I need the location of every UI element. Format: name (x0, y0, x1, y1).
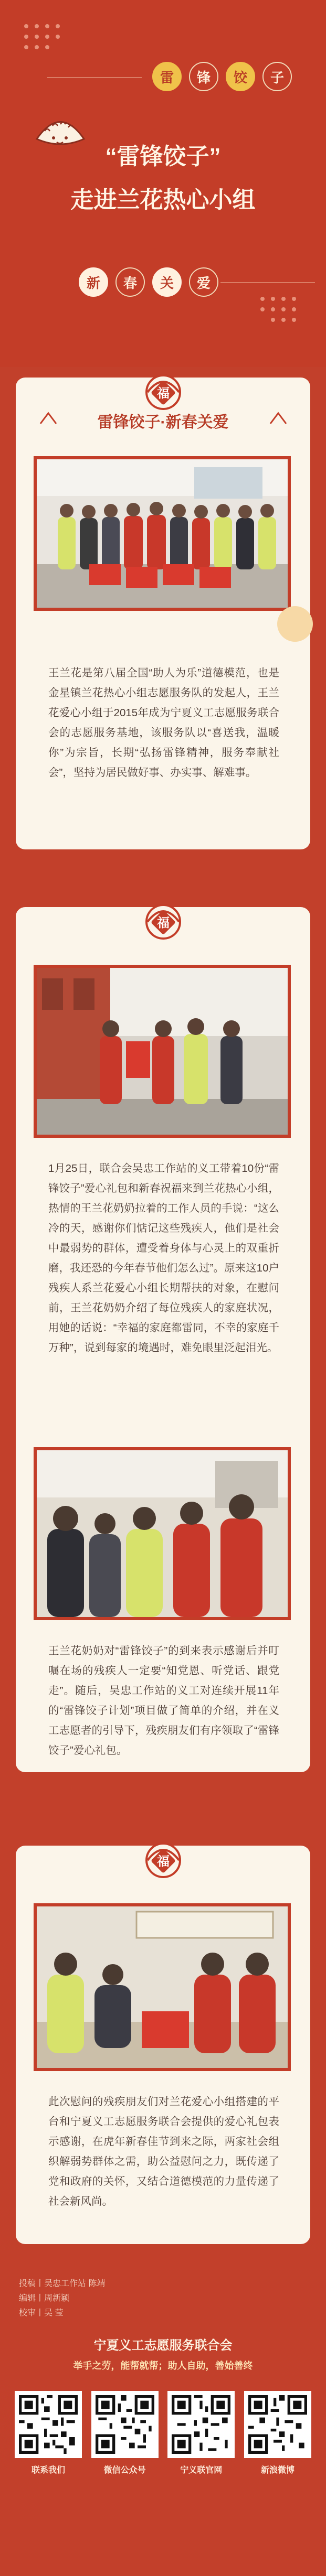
fu-badge (16, 1834, 310, 1881)
fu-badge (16, 366, 310, 413)
qr-code-icon (91, 2391, 159, 2458)
dots-decoration-icon (21, 21, 79, 68)
page-title-line2: 走进兰花热心小组 (70, 187, 256, 213)
footer-org-name: 宁夏义工志愿服务联合会 (93, 2338, 233, 2353)
section2-paragraph2: 王兰花奶奶对“雷锋饺子”的到来表示感谢后并叮嘱在场的残疾人一定要“知党恩、听党话、跟党走”。随后，吴忠工作站的义工对连续开展11年的“雷锋饺子计划”项目做了简单的介绍，并在义工志愿者的引导下，残疾朋友们有序领取了“雷锋饺子”爱心礼包。 (48, 1645, 279, 1756)
qr-website[interactable] (167, 2391, 235, 2475)
fu-character: 福 (156, 386, 170, 401)
gold-circle-decoration-icon (274, 603, 316, 645)
fu-badge (16, 896, 310, 943)
header-tag: 雷 (152, 62, 182, 91)
qr-code-icon (167, 2391, 235, 2458)
section1-card (16, 378, 310, 849)
home-visit-photo-icon (37, 1906, 288, 2068)
qr-code-icon (244, 2391, 311, 2458)
fu-badge-icon (140, 366, 187, 413)
fu-character: 福 (156, 1854, 170, 1869)
credits (19, 2277, 105, 2321)
header-tag: 锋 (189, 62, 218, 91)
section1-paragraph: 王兰花是第八届全国“助人为乐”道德模范，也是金星镇兰花热心小组志愿服务队的发起人，王兰花爱心小组于2015年成为宁夏义工志愿服务联合会的志愿服务基地，该服务队以“喜送我，温暖你”为宗旨，长期“弘扬雷锋精神，服务奉献社会”，坚持为居民做好事、办实事、解难事。 (48, 667, 279, 779)
qr-code-icon (15, 2391, 82, 2458)
header-tag: 爱 (189, 267, 218, 297)
credit-reviewer: 校审丨吴 莹 (19, 2309, 64, 2318)
qr-contact[interactable] (15, 2391, 82, 2475)
title-flourish-icon (268, 411, 289, 426)
header-tags-top (152, 62, 292, 91)
section3-card (16, 1846, 310, 2244)
credit-editor: 编辑丨周新颖 (19, 2294, 70, 2303)
street-photo-icon (37, 968, 288, 1135)
section2-paragraph1: 1月25日，联合会吴忠工作站的义工带着10份“雷锋饺子”爱心礼包和新春祝福来到兰花热心小组，热情的王兰花奶奶拉着的工作人员的手说：“这么冷的天，感谢你们惦记这些残疾人，他们是社会中最弱势的群体，遭受着身体与心灵上的双重折磨，我还恐的今年春节他们怎么过”。原来这10户残疾人系兰花爱心小组长期帮扶的对象，在慰问前，王兰花奶奶介绍了每位残疾人的家庭状况，用她的话说：“幸福的家庭都雷同，不幸的家庭千万种”，说到每家的境遇时，难免眼里泛起泪光。 (48, 1162, 279, 1354)
section1-photo (34, 456, 291, 611)
group-photo-icon (37, 459, 288, 608)
header-banner (0, 0, 326, 367)
header-tag: 子 (262, 62, 292, 91)
page-title-line1: “雷锋饺子” (105, 144, 221, 169)
fu-badge-icon (140, 896, 187, 943)
header-tag: 关 (152, 267, 182, 297)
section3-photo (34, 1903, 291, 2071)
fu-character: 福 (156, 915, 170, 930)
footer-motto: 举手之劳，能帮就帮；助人自助，善始善终 (73, 2361, 253, 2371)
qr-label: 新浪微博 (260, 2466, 295, 2475)
section2-photo1 (34, 965, 291, 1138)
qr-label: 宁义联官网 (180, 2466, 223, 2475)
qr-weibo[interactable] (244, 2391, 311, 2475)
qr-wechat[interactable] (91, 2391, 159, 2475)
section2-photo2 (34, 1447, 291, 1620)
section3-paragraph: 此次慰问的残疾朋友们对兰花爱心小组搭建的平台和宁夏义工志愿服务联合会提供的爱心礼包表示感谢，在虎年新春佳节到来之际，两家社会组织解弱势群体之需，助公益慰问之力，既传递了党和政府的关怀，又结合道德模范的力量传递了社会新风尚。 (48, 2096, 279, 2207)
dots-decoration-icon (252, 294, 310, 336)
header-tag: 新 (79, 267, 108, 297)
qr-label: 联系我们 (31, 2466, 65, 2475)
qr-code-row (15, 2391, 311, 2475)
qr-label: 微信公众号 (103, 2466, 146, 2475)
indoor-photo-icon (37, 1450, 288, 1617)
header-rule (47, 77, 142, 78)
header-tag: 饺 (226, 62, 255, 91)
header-tag: 春 (115, 267, 145, 297)
section1-title: 雷锋饺子·新春关爱 (97, 414, 229, 431)
header-tags-bottom (79, 267, 218, 297)
fu-badge-icon (140, 1834, 187, 1881)
credit-author: 投稿丨吴忠工作站 陈靖 (19, 2279, 106, 2288)
header-rule (220, 282, 315, 283)
section2-card (16, 907, 310, 1772)
